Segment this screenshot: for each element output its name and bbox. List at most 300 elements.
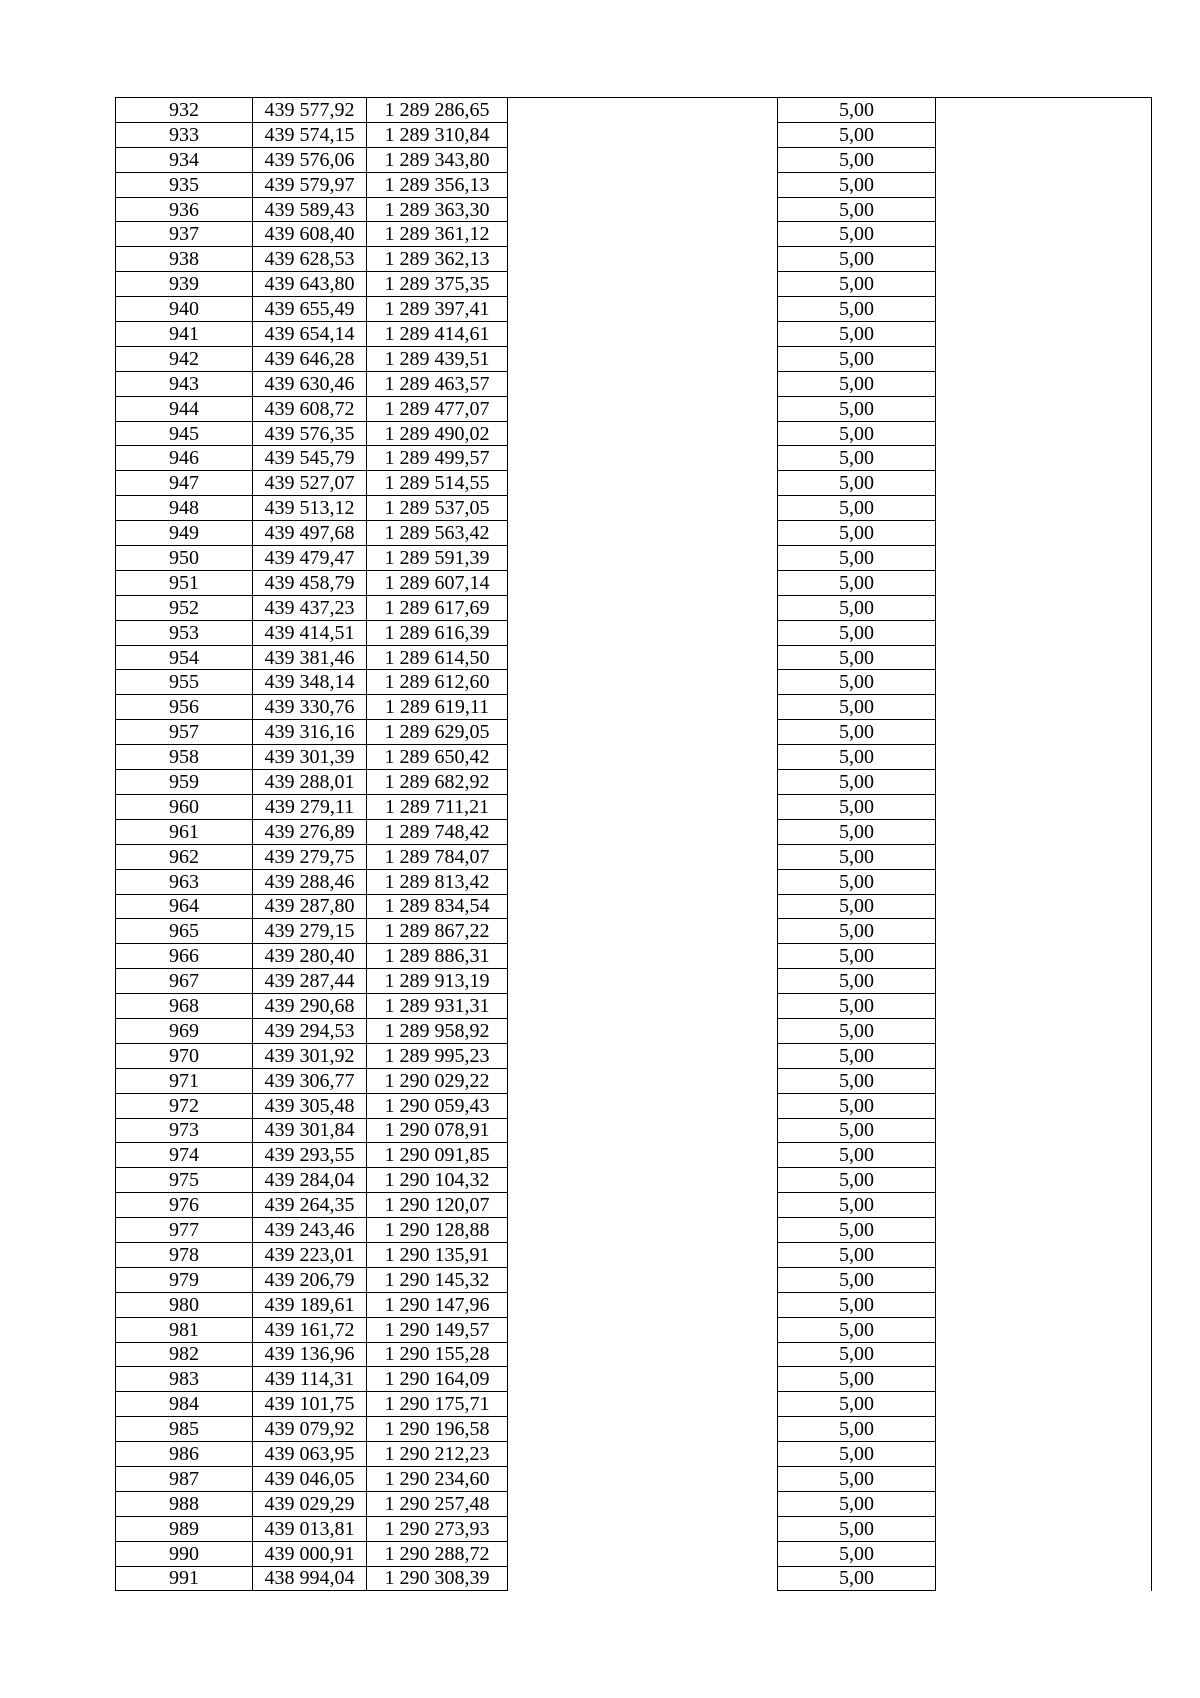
x-coordinate-cell: 439 348,14	[253, 670, 367, 695]
table-row	[116, 421, 1152, 446]
x-coordinate-cell: 439 161,72	[253, 1317, 367, 1342]
x-coordinate-cell: 439 576,35	[253, 421, 367, 446]
x-coordinate-cell: 439 189,61	[253, 1292, 367, 1317]
blank-cell-right	[936, 1342, 1152, 1367]
table-row	[116, 670, 1152, 695]
blank-cell-right	[936, 396, 1152, 421]
blank-cell-right	[936, 720, 1152, 745]
y-coordinate-cell: 1 289 617,69	[367, 595, 508, 620]
point-number-cell: 987	[116, 1466, 253, 1491]
y-coordinate-cell: 1 290 147,96	[367, 1292, 508, 1317]
table-row	[116, 919, 1152, 944]
y-coordinate-cell: 1 289 514,55	[367, 471, 508, 496]
point-number-cell: 946	[116, 446, 253, 471]
value-cell: 5,00	[778, 570, 936, 595]
blank-cell	[508, 1442, 778, 1467]
blank-cell	[508, 570, 778, 595]
point-number-cell: 958	[116, 745, 253, 770]
x-coordinate-cell: 439 574,15	[253, 122, 367, 147]
blank-cell-right	[936, 1193, 1152, 1218]
y-coordinate-cell: 1 289 310,84	[367, 122, 508, 147]
blank-cell-right	[936, 1118, 1152, 1143]
blank-cell	[508, 1118, 778, 1143]
table-row	[116, 446, 1152, 471]
x-coordinate-cell: 439 628,53	[253, 247, 367, 272]
table-row	[116, 794, 1152, 819]
blank-cell-right	[936, 595, 1152, 620]
value-cell: 5,00	[778, 1491, 936, 1516]
y-coordinate-cell: 1 289 813,42	[367, 869, 508, 894]
value-cell: 5,00	[778, 122, 936, 147]
x-coordinate-cell: 439 479,47	[253, 546, 367, 571]
y-coordinate-cell: 1 290 212,23	[367, 1442, 508, 1467]
x-coordinate-cell: 439 079,92	[253, 1417, 367, 1442]
blank-cell-right	[936, 969, 1152, 994]
value-cell: 5,00	[778, 645, 936, 670]
blank-cell-right	[936, 98, 1152, 123]
value-cell: 5,00	[778, 1267, 936, 1292]
table-row	[116, 1417, 1152, 1442]
blank-cell	[508, 172, 778, 197]
y-coordinate-cell: 1 290 196,58	[367, 1417, 508, 1442]
x-coordinate-cell: 439 301,39	[253, 745, 367, 770]
y-coordinate-cell: 1 289 591,39	[367, 546, 508, 571]
table-row	[116, 172, 1152, 197]
value-cell: 5,00	[778, 1292, 936, 1317]
y-coordinate-cell: 1 289 711,21	[367, 794, 508, 819]
point-number-cell: 973	[116, 1118, 253, 1143]
point-number-cell: 939	[116, 272, 253, 297]
y-coordinate-cell: 1 290 175,71	[367, 1392, 508, 1417]
table-row	[116, 894, 1152, 919]
table-row	[116, 346, 1152, 371]
x-coordinate-cell: 439 497,68	[253, 521, 367, 546]
table-row	[116, 994, 1152, 1019]
blank-cell	[508, 1018, 778, 1043]
y-coordinate-cell: 1 289 463,57	[367, 371, 508, 396]
blank-cell-right	[936, 819, 1152, 844]
blank-cell	[508, 620, 778, 645]
table-row	[116, 1342, 1152, 1367]
table-row	[116, 98, 1152, 123]
x-coordinate-cell: 439 290,68	[253, 994, 367, 1019]
table-row	[116, 521, 1152, 546]
value-cell: 5,00	[778, 172, 936, 197]
blank-cell	[508, 147, 778, 172]
blank-cell-right	[936, 1367, 1152, 1392]
value-cell: 5,00	[778, 620, 936, 645]
value-cell: 5,00	[778, 1516, 936, 1541]
value-cell: 5,00	[778, 1466, 936, 1491]
y-coordinate-cell: 1 289 995,23	[367, 1043, 508, 1068]
table-row	[116, 695, 1152, 720]
blank-cell-right	[936, 1043, 1152, 1068]
blank-cell-right	[936, 272, 1152, 297]
table-row	[116, 1143, 1152, 1168]
y-coordinate-cell: 1 289 913,19	[367, 969, 508, 994]
value-cell: 5,00	[778, 1018, 936, 1043]
point-number-cell: 950	[116, 546, 253, 571]
value-cell: 5,00	[778, 1043, 936, 1068]
y-coordinate-cell: 1 289 834,54	[367, 894, 508, 919]
y-coordinate-cell: 1 289 477,07	[367, 396, 508, 421]
point-number-cell: 975	[116, 1168, 253, 1193]
blank-cell	[508, 1292, 778, 1317]
blank-cell	[508, 919, 778, 944]
point-number-cell: 940	[116, 297, 253, 322]
blank-cell	[508, 1367, 778, 1392]
table-row	[116, 1068, 1152, 1093]
point-number-cell: 956	[116, 695, 253, 720]
y-coordinate-cell: 1 289 748,42	[367, 819, 508, 844]
value-cell: 5,00	[778, 894, 936, 919]
blank-cell	[508, 1342, 778, 1367]
point-number-cell: 932	[116, 98, 253, 123]
point-number-cell: 965	[116, 919, 253, 944]
table-row	[116, 122, 1152, 147]
point-number-cell: 988	[116, 1491, 253, 1516]
x-coordinate-cell: 439 046,05	[253, 1466, 367, 1491]
value-cell: 5,00	[778, 371, 936, 396]
value-cell: 5,00	[778, 396, 936, 421]
table-row	[116, 496, 1152, 521]
x-coordinate-cell: 439 414,51	[253, 620, 367, 645]
y-coordinate-cell: 1 289 563,42	[367, 521, 508, 546]
blank-cell-right	[936, 371, 1152, 396]
value-cell: 5,00	[778, 670, 936, 695]
blank-cell	[508, 944, 778, 969]
y-coordinate-cell: 1 289 414,61	[367, 322, 508, 347]
y-coordinate-cell: 1 290 145,32	[367, 1267, 508, 1292]
y-coordinate-cell: 1 290 029,22	[367, 1068, 508, 1093]
blank-cell-right	[936, 1242, 1152, 1267]
value-cell: 5,00	[778, 819, 936, 844]
point-number-cell: 947	[116, 471, 253, 496]
x-coordinate-cell: 439 608,40	[253, 222, 367, 247]
point-number-cell: 952	[116, 595, 253, 620]
x-coordinate-cell: 439 301,92	[253, 1043, 367, 1068]
x-coordinate-cell: 438 994,04	[253, 1566, 367, 1591]
point-number-cell: 972	[116, 1093, 253, 1118]
point-number-cell: 957	[116, 720, 253, 745]
blank-cell	[508, 1392, 778, 1417]
value-cell: 5,00	[778, 844, 936, 869]
point-number-cell: 983	[116, 1367, 253, 1392]
value-cell: 5,00	[778, 1118, 936, 1143]
blank-cell-right	[936, 1541, 1152, 1566]
table-row	[116, 1392, 1152, 1417]
blank-cell	[508, 521, 778, 546]
blank-cell-right	[936, 521, 1152, 546]
y-coordinate-cell: 1 290 078,91	[367, 1118, 508, 1143]
table-row	[116, 969, 1152, 994]
value-cell: 5,00	[778, 1068, 936, 1093]
point-number-cell: 934	[116, 147, 253, 172]
point-number-cell: 991	[116, 1566, 253, 1591]
table-body	[116, 98, 1152, 1591]
blank-cell-right	[936, 1218, 1152, 1243]
blank-cell-right	[936, 770, 1152, 795]
table-row	[116, 471, 1152, 496]
blank-cell-right	[936, 122, 1152, 147]
table-row	[116, 197, 1152, 222]
point-number-cell: 960	[116, 794, 253, 819]
value-cell: 5,00	[778, 944, 936, 969]
value-cell: 5,00	[778, 919, 936, 944]
value-cell: 5,00	[778, 869, 936, 894]
blank-cell-right	[936, 919, 1152, 944]
blank-cell-right	[936, 222, 1152, 247]
x-coordinate-cell: 439 287,80	[253, 894, 367, 919]
x-coordinate-cell: 439 243,46	[253, 1218, 367, 1243]
value-cell: 5,00	[778, 346, 936, 371]
y-coordinate-cell: 1 289 958,92	[367, 1018, 508, 1043]
blank-cell	[508, 471, 778, 496]
point-number-cell: 942	[116, 346, 253, 371]
x-coordinate-cell: 439 136,96	[253, 1342, 367, 1367]
y-coordinate-cell: 1 289 616,39	[367, 620, 508, 645]
table-row	[116, 247, 1152, 272]
point-number-cell: 936	[116, 197, 253, 222]
blank-cell-right	[936, 247, 1152, 272]
blank-cell-right	[936, 570, 1152, 595]
table-row	[116, 1118, 1152, 1143]
blank-cell	[508, 770, 778, 795]
table-row	[116, 1043, 1152, 1068]
y-coordinate-cell: 1 289 682,92	[367, 770, 508, 795]
y-coordinate-cell: 1 289 537,05	[367, 496, 508, 521]
point-number-cell: 964	[116, 894, 253, 919]
y-coordinate-cell: 1 290 273,93	[367, 1516, 508, 1541]
blank-cell-right	[936, 421, 1152, 446]
blank-cell-right	[936, 869, 1152, 894]
x-coordinate-cell: 439 654,14	[253, 322, 367, 347]
y-coordinate-cell: 1 289 650,42	[367, 745, 508, 770]
table-row	[116, 1267, 1152, 1292]
value-cell: 5,00	[778, 794, 936, 819]
blank-cell-right	[936, 1267, 1152, 1292]
y-coordinate-cell: 1 290 288,72	[367, 1541, 508, 1566]
blank-cell-right	[936, 794, 1152, 819]
x-coordinate-cell: 439 279,15	[253, 919, 367, 944]
y-coordinate-cell: 1 289 614,50	[367, 645, 508, 670]
value-cell: 5,00	[778, 770, 936, 795]
blank-cell-right	[936, 1168, 1152, 1193]
blank-cell	[508, 1566, 778, 1591]
value-cell: 5,00	[778, 595, 936, 620]
x-coordinate-cell: 439 437,23	[253, 595, 367, 620]
value-cell: 5,00	[778, 521, 936, 546]
value-cell: 5,00	[778, 1093, 936, 1118]
x-coordinate-cell: 439 608,72	[253, 396, 367, 421]
point-number-cell: 980	[116, 1292, 253, 1317]
x-coordinate-cell: 439 655,49	[253, 297, 367, 322]
blank-cell-right	[936, 1317, 1152, 1342]
y-coordinate-cell: 1 290 164,09	[367, 1367, 508, 1392]
blank-cell-right	[936, 496, 1152, 521]
x-coordinate-cell: 439 643,80	[253, 272, 367, 297]
blank-cell-right	[936, 197, 1152, 222]
y-coordinate-cell: 1 290 155,28	[367, 1342, 508, 1367]
y-coordinate-cell: 1 289 499,57	[367, 446, 508, 471]
point-number-cell: 974	[116, 1143, 253, 1168]
blank-cell	[508, 496, 778, 521]
table-row	[116, 371, 1152, 396]
blank-cell-right	[936, 620, 1152, 645]
blank-cell-right	[936, 172, 1152, 197]
x-coordinate-cell: 439 288,01	[253, 770, 367, 795]
y-coordinate-cell: 1 290 149,57	[367, 1317, 508, 1342]
table-row	[116, 546, 1152, 571]
point-number-cell: 943	[116, 371, 253, 396]
blank-cell-right	[936, 147, 1152, 172]
point-number-cell: 985	[116, 1417, 253, 1442]
y-coordinate-cell: 1 290 059,43	[367, 1093, 508, 1118]
blank-cell-right	[936, 1392, 1152, 1417]
table-row	[116, 869, 1152, 894]
table-row	[116, 620, 1152, 645]
blank-cell-right	[936, 1068, 1152, 1093]
blank-cell-right	[936, 1566, 1152, 1591]
x-coordinate-cell: 439 294,53	[253, 1018, 367, 1043]
x-coordinate-cell: 439 513,12	[253, 496, 367, 521]
blank-cell-right	[936, 844, 1152, 869]
point-number-cell: 986	[116, 1442, 253, 1467]
blank-cell	[508, 969, 778, 994]
value-cell: 5,00	[778, 1242, 936, 1267]
blank-cell	[508, 894, 778, 919]
table-row	[116, 1317, 1152, 1342]
blank-cell	[508, 869, 778, 894]
blank-cell	[508, 297, 778, 322]
table-row	[116, 147, 1152, 172]
blank-cell	[508, 197, 778, 222]
blank-cell	[508, 247, 778, 272]
blank-cell-right	[936, 1466, 1152, 1491]
blank-cell	[508, 122, 778, 147]
blank-cell	[508, 1516, 778, 1541]
point-number-cell: 971	[116, 1068, 253, 1093]
x-coordinate-cell: 439 646,28	[253, 346, 367, 371]
y-coordinate-cell: 1 289 607,14	[367, 570, 508, 595]
x-coordinate-cell: 439 280,40	[253, 944, 367, 969]
blank-cell-right	[936, 346, 1152, 371]
table-row	[116, 720, 1152, 745]
y-coordinate-cell: 1 289 490,02	[367, 421, 508, 446]
x-coordinate-cell: 439 545,79	[253, 446, 367, 471]
y-coordinate-cell: 1 290 135,91	[367, 1242, 508, 1267]
value-cell: 5,00	[778, 197, 936, 222]
value-cell: 5,00	[778, 745, 936, 770]
blank-cell	[508, 346, 778, 371]
x-coordinate-cell: 439 316,16	[253, 720, 367, 745]
point-number-cell: 959	[116, 770, 253, 795]
y-coordinate-cell: 1 290 091,85	[367, 1143, 508, 1168]
x-coordinate-cell: 439 577,92	[253, 98, 367, 123]
point-number-cell: 984	[116, 1392, 253, 1417]
blank-cell-right	[936, 1491, 1152, 1516]
table-row	[116, 1218, 1152, 1243]
blank-cell-right	[936, 894, 1152, 919]
point-number-cell: 970	[116, 1043, 253, 1068]
x-coordinate-cell: 439 279,11	[253, 794, 367, 819]
blank-cell	[508, 794, 778, 819]
blank-cell	[508, 1317, 778, 1342]
table-row	[116, 645, 1152, 670]
x-coordinate-cell: 439 527,07	[253, 471, 367, 496]
point-number-cell: 961	[116, 819, 253, 844]
blank-cell-right	[936, 695, 1152, 720]
blank-cell	[508, 1417, 778, 1442]
point-number-cell: 967	[116, 969, 253, 994]
y-coordinate-cell: 1 289 886,31	[367, 944, 508, 969]
value-cell: 5,00	[778, 1566, 936, 1591]
value-cell: 5,00	[778, 421, 936, 446]
blank-cell	[508, 994, 778, 1019]
y-coordinate-cell: 1 290 234,60	[367, 1466, 508, 1491]
x-coordinate-cell: 439 284,04	[253, 1168, 367, 1193]
blank-cell	[508, 720, 778, 745]
x-coordinate-cell: 439 101,75	[253, 1392, 367, 1417]
blank-cell	[508, 371, 778, 396]
point-number-cell: 962	[116, 844, 253, 869]
y-coordinate-cell: 1 289 867,22	[367, 919, 508, 944]
y-coordinate-cell: 1 289 397,41	[367, 297, 508, 322]
blank-cell	[508, 222, 778, 247]
blank-cell	[508, 1466, 778, 1491]
value-cell: 5,00	[778, 446, 936, 471]
value-cell: 5,00	[778, 147, 936, 172]
point-number-cell: 935	[116, 172, 253, 197]
blank-cell	[508, 1143, 778, 1168]
blank-cell	[508, 1193, 778, 1218]
table-row	[116, 297, 1152, 322]
y-coordinate-cell: 1 289 363,30	[367, 197, 508, 222]
x-coordinate-cell: 439 279,75	[253, 844, 367, 869]
point-number-cell: 954	[116, 645, 253, 670]
blank-cell	[508, 595, 778, 620]
point-number-cell: 968	[116, 994, 253, 1019]
y-coordinate-cell: 1 289 362,13	[367, 247, 508, 272]
y-coordinate-cell: 1 290 257,48	[367, 1491, 508, 1516]
point-number-cell: 963	[116, 869, 253, 894]
value-cell: 5,00	[778, 496, 936, 521]
table-row	[116, 1292, 1152, 1317]
table-row	[116, 396, 1152, 421]
value-cell: 5,00	[778, 222, 936, 247]
blank-cell-right	[936, 1516, 1152, 1541]
value-cell: 5,00	[778, 471, 936, 496]
point-number-cell: 944	[116, 396, 253, 421]
blank-cell	[508, 322, 778, 347]
y-coordinate-cell: 1 289 931,31	[367, 994, 508, 1019]
x-coordinate-cell: 439 576,06	[253, 147, 367, 172]
y-coordinate-cell: 1 290 104,32	[367, 1168, 508, 1193]
x-coordinate-cell: 439 458,79	[253, 570, 367, 595]
blank-cell	[508, 1491, 778, 1516]
value-cell: 5,00	[778, 1417, 936, 1442]
blank-cell	[508, 844, 778, 869]
table-row	[116, 770, 1152, 795]
table-row	[116, 570, 1152, 595]
table-row	[116, 322, 1152, 347]
x-coordinate-cell: 439 579,97	[253, 172, 367, 197]
y-coordinate-cell: 1 289 629,05	[367, 720, 508, 745]
table-row	[116, 1541, 1152, 1566]
value-cell: 5,00	[778, 1442, 936, 1467]
y-coordinate-cell: 1 289 375,35	[367, 272, 508, 297]
point-number-cell: 969	[116, 1018, 253, 1043]
